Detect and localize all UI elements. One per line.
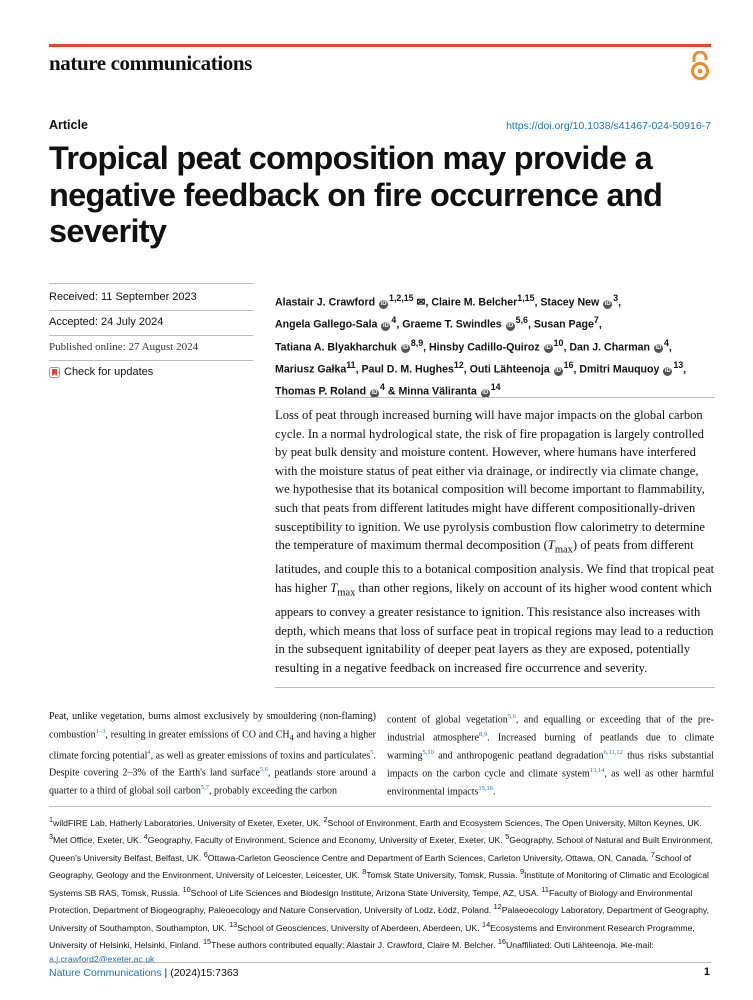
footer-citation: Nature Communications | (2024)15:7363 (49, 967, 239, 979)
divider (49, 335, 253, 336)
check-for-updates-button[interactable] (49, 366, 153, 378)
article-type: Article (49, 118, 88, 132)
divider (49, 360, 253, 361)
check-updates-label: Check for updates (64, 366, 154, 378)
author-list: Alastair J. Crawford iD$^{1,2,15}$ ✉, Claire M. Belcher$^{1,15}$, Stacey New $iD^3$, Angela Gallego-Sala $iD^4$, Graeme T. Swindles iD$^{5,6}$, Susan Page$^7$, Tatiana A. Blyakharchuk iD$^{8,9}$, Hinsby Cadillo-Quiroz $iD^{10}$, Dan J. Charman $iD^4$, Mariusz Gałka$^{11}$, Paul D. M. Hughes$^{12}$, Outi Lähteenoja $iD^{16}$, Dmitri Mauquoy $iD^{13}$, Thomas P. Roland $iD^4$ & Minna Väliranta $iD^{14}$ (275, 293, 687, 398)
email-icon[interactable]: ✉ (416, 296, 426, 309)
divider (49, 310, 253, 311)
reference-link[interactable]: 5,6 (259, 766, 269, 774)
body-column-right: content of global vegetation$^{5,6}$, and equalling or exceeding that of the pre-industrial atmosphere$^{8,9}$. Increased burning of peatlands due to climate warming$^{5,10}$ and anthropogenic peatland degradation$^{6,11,12}$ thus risks substantial impacts on the carbon cycle and climate system$^{13,14}$, as well as other harmful environmental impacts$^{15,16}$. (387, 713, 715, 798)
check-updates-icon (49, 367, 60, 378)
footer-rule (49, 962, 711, 963)
doi-link[interactable]: https://doi.org/10.1038/s41467-024-50916-7 (506, 120, 711, 132)
orcid-icon[interactable]: iD (545, 345, 552, 352)
reference-link[interactable]: 13,14 (589, 766, 605, 774)
orcid-icon[interactable]: iD (482, 389, 489, 396)
email-link[interactable]: a.j.crawford2@exeter.ac.uk (49, 953, 155, 964)
orcid-icon[interactable]: iD (371, 389, 378, 396)
article-title: Tropical peat composition may provide a negative feedback on fire occurrence and severity (49, 140, 663, 249)
orcid-icon[interactable]: iD (507, 322, 514, 329)
reference-link[interactable]: 5 (370, 748, 374, 756)
header-rule (49, 44, 711, 47)
divider (49, 283, 253, 284)
open-access-icon (689, 51, 711, 81)
reference-link[interactable]: 5,10 (422, 748, 434, 756)
affiliations: $^1$wildFIRE Lab, Hatherly Laboratories, University of Exeter, Exeter, UK. $^2$School of Environment, Earth and Ecosystem Sciences, The Open University, Milton Keynes, UK. $^3$Met Office, Exeter, UK. $^4$Geography, Faculty of Environment, Science and Economy, University of Exeter, Exeter, UK. $^5$Geography, School of Natural and Built Environment, Queen's University Belfast, Belfast, UK. $^6$Ottawa-Carleton Geoscience Centre and Department of Earth Sciences, Carleton University, Ottawa, ON, Canada. $^7$School of Geography, Geology and the Environment, University of Leicester, Leicester, UK. $^8$Tomsk State University, Tomsk, Russia. $^9$Institute of Monitoring of Climatic and Ecological Systems SB RAS, Tomsk, Russia. $^{10}$School of Life Sciences and Biodesign Institute, Arizona State University, Tempe, AZ, USA. $^{11}$Faculty of Biology and Environmental Protection, Department of Biogeography, Paleoecology and Nature Conservation, University of Lodz, Łódź, Poland. $^{12}$Palaeoecology Laboratory, Department of Geography, University of Southampton, Southampton, UK. $^{13}$School of Geosciences, University of Aberdeen, Aberdeen, UK. $^{14}$Ecosystems and Environment Research Programme, University of Helsinki, Helsinki, Finland. $^{15}$These authors contributed equally: Alastair J. Crawford, Claire M. Belcher. $^{16}$Unaffiliated: Outi Lähteenoja. ✉e-mail: a.j.crawford2@exeter.ac.uk (49, 815, 713, 964)
footer-journal[interactable]: Nature Communications (49, 967, 162, 979)
orcid-icon[interactable]: iD (380, 300, 387, 307)
affiliations-rule (49, 806, 711, 807)
orcid-icon[interactable]: iD (555, 367, 562, 374)
reference-link[interactable]: 8,9 (479, 730, 488, 738)
orcid-icon[interactable]: iD (655, 345, 662, 352)
published-date: Published online: 27 August 2024 (49, 341, 199, 353)
abstract: Loss of peat through increased burning will have major impacts on the global carbon cycle. In a normal hydrological state, the risk of fire propagation is largely controlled by peat bulk density and moisture content. However, where humans have interfered with the moisture status of peat either via drainage, or indirectly via climate change, we hypothesise that its botanical composition will become important to flammability, such that peats from different latitudes might have different compositionally-driven susceptibility to ignition. We use pyrolysis combustion flow calorimetry to determine the temperature of maximum thermal decomposition $(T_{max})$ of peats from different latitudes, and couple this to a botanical composition analysis. We find that tropical peat has higher $T_{max}$ than other regions, likely on account of its higher wood content which appears to convey a greater resistance to ignition. This resistance also increases with depth, which means that loss of surface peat in tropical regions may lead to a reduction in the subsequent ignitability of deeper peat layers as they are exposed, potentially resulting in a negative feedback on increased fire occurrence and severity. (275, 408, 715, 675)
reference-link[interactable]: 5,6 (507, 713, 516, 720)
orcid-icon[interactable]: iD (402, 345, 409, 352)
reference-link[interactable]: 4 (147, 748, 151, 756)
reference-link[interactable]: 6,11,12 (603, 748, 623, 756)
page-number: 1 (703, 966, 710, 978)
reference-link[interactable]: 15,16 (478, 784, 493, 792)
orcid-icon[interactable]: iD (382, 322, 389, 329)
abstract-top-rule (275, 397, 715, 398)
reference-link[interactable]: 1–3 (95, 727, 106, 735)
reference-link[interactable]: 5,7 (200, 784, 210, 792)
journal-name: nature communications (49, 51, 252, 75)
abstract-bottom-rule (275, 687, 715, 688)
orcid-icon[interactable]: iD (604, 300, 611, 307)
accepted-date: Accepted: 24 July 2024 (49, 316, 164, 328)
orcid-icon[interactable]: iD (664, 367, 671, 374)
received-date: Received: 11 September 2023 (49, 291, 197, 303)
body-column-left: Peat, unlike vegetation, burns almost exclusively by smouldering (non-flaming) combustion$^{1-3}$, resulting in greater emissions of CO and $CH_4$ and having a higher climate forcing potential$^4$, as well as greater emissions of toxins and particulates$^5$. Despite covering 2–3% of the Earth's land surface$^{5,6}$, peatlands store around a quarter to a third of global soil carbon$^{5,7}$, probably exceeding the carbon (49, 711, 376, 797)
footer-volume: (2024)15:7363 (170, 967, 239, 979)
email-icon: ✉ (620, 940, 628, 951)
